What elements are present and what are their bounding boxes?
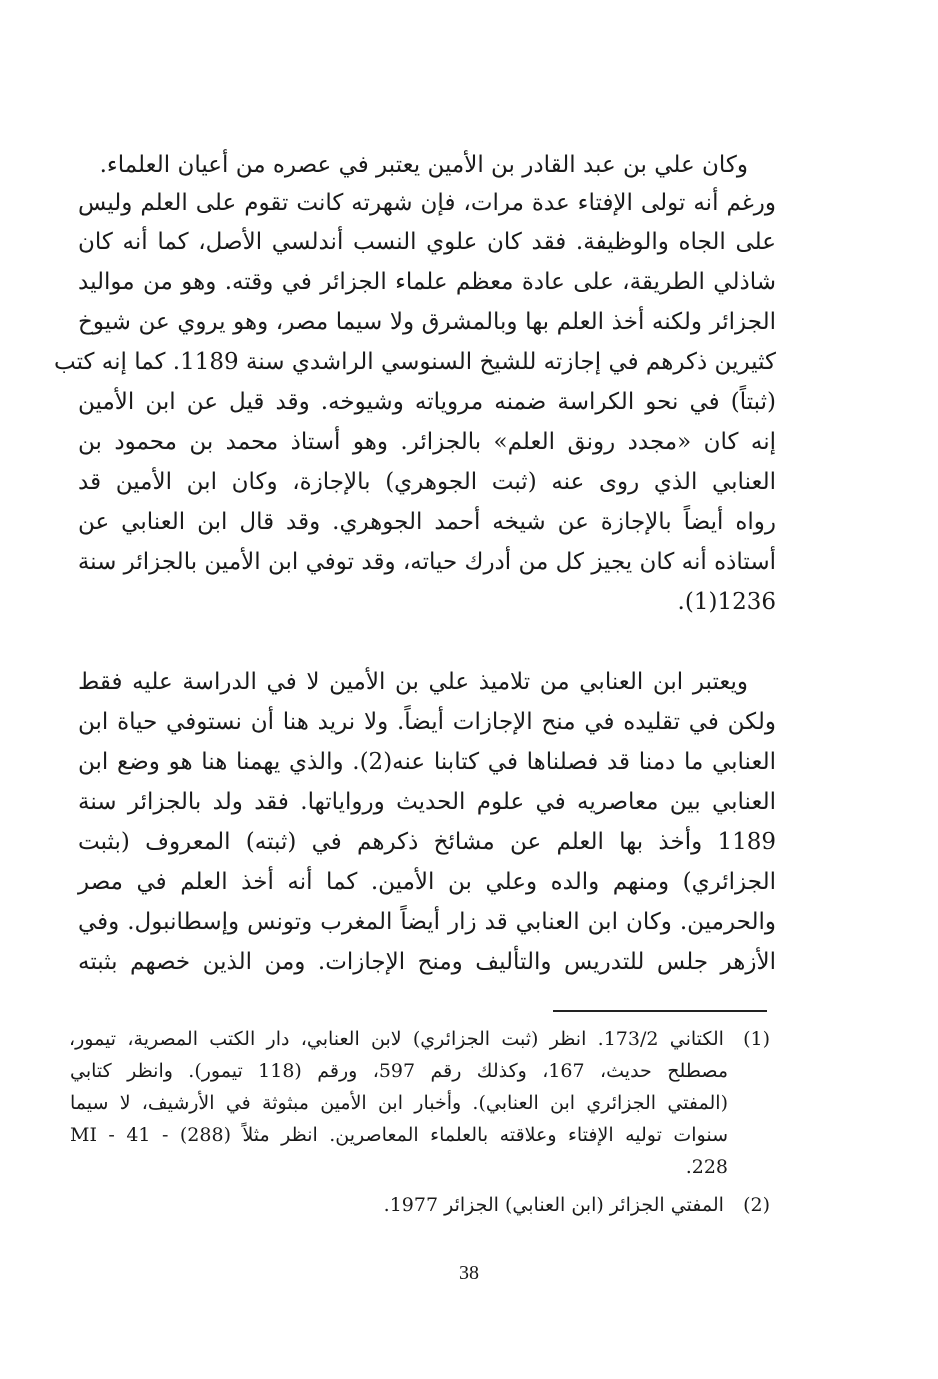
footnote-1 [70, 1024, 770, 1055]
footnote-number: (1) [743, 1028, 770, 1050]
body-line: العنابي بين معاصريه في علوم الحديث ورواياتها. فقد ولد بالجزائر سنة [78, 789, 776, 815]
body-line: أستاذه أنه كان يجيز كل من أدرك حياته، وقد توفي ابن الأمين بالجزائر سنة [77, 549, 776, 575]
body-line: الجزائري) ومنهم والده وعلي بن الأمين. كما أنه أخذ العلم في مصر [78, 869, 776, 895]
body-line: الأزهر جلس للتدريس والتأليف ومنح الإجازات. ومن الذين خصهم بثبته [78, 949, 776, 975]
body-line: شاذلي الطريقة، على عادة معظم علماء الجزائر في وقته. وهو من مواليد [78, 269, 776, 295]
body-line: الجزائر ولكنه أخذ العلم بها وبالمشرق ولا سيما مصر، وهو يروي عن شيوخ [78, 309, 776, 335]
body-line: (ثبتاً) في نحو الكراسة ضمنه مروياته وشيوخه. وقد قيل عن ابن الأمين [78, 389, 776, 415]
footnote-line: مصطلح حديث، 167، وكذلك رقم 597، ورقم (118 تيمور). وانظر كتابي [70, 1060, 728, 1082]
body-line: رواه أيضاً بالإجازة عن شيخه أحمد الجوهري. وقد قال ابن العنابي عن [78, 509, 776, 535]
footnote-number: (2) [743, 1194, 770, 1216]
body-line: وكان علي بن عبد القادر بن الأمين يعتبر في عصره من أعيان العلماء. [99, 152, 748, 178]
footnote-line: 228. [685, 1156, 728, 1178]
footnote-line: المفتي الجزائر (ابن العنابي) الجزائر 1977. [383, 1194, 724, 1216]
body-line: 1189 وأخذ بها العلم عن مشائخ ذكرهم في (ثبته) المعروف (بثبت [78, 829, 776, 855]
body-line: والحرمين. وكان ابن العنابي قد زار أيضاً المغرب وتونس وإسطانبول. وفي [78, 909, 776, 935]
body-line: العنابي الذي روى عنه (ثبت الجوهري) بالإجازة، وكان ابن الأمين قد [78, 469, 776, 495]
footnote-line: الكتاني 173/2. انظر (ثبت الجزائري) لابن العنابي، دار الكتب المصرية، تيمور، [68, 1028, 724, 1050]
body-line: ويعتبر ابن العنابي من تلاميذ علي بن الأمين لا في الدراسة عليه فقط [78, 669, 748, 695]
body-line: ورغم أنه تولى الإفتاء عدة مرات، فإن شهرته كانت تقوم على العلم وليس [78, 190, 776, 216]
body-line: 1236(1). [677, 589, 776, 615]
footnote-2 [70, 1190, 770, 1221]
body-line: على الجاه والوظيفة. فقد كان علوي النسب أندلسي الأصل، كما أنه كان [78, 229, 776, 255]
body-line: العنابي ما دمنا قد فصلناها في كتابنا عنه(2). والذي يهمنا هنا هو وضع ابن [78, 749, 776, 775]
footnote-line: سنوات توليه الإفتاء وعلاقته بالعلماء المعاصرين. انظر مثلاً (288) - 41 - MI [70, 1124, 728, 1146]
page-number: 38 [459, 1262, 479, 1284]
footnote-line: (المفتي الجزائري ابن العنابي). وأخبار ابن الأمين مبثوثة في الأرشيف، لا سيما [70, 1092, 728, 1114]
body-line: ولكن في تقليده في منح الإجازات أيضاً. ولا نريد هنا أن نستوفي حياة ابن [78, 709, 776, 735]
footnote-separator [553, 1010, 767, 1012]
body-line: كثيرين ذكرهم في إجازته للشيخ السنوسي الراشدي سنة 1189. كما إنه كتب [54, 349, 776, 375]
body-line: إنه كان «مجدد رونق العلم» بالجزائر. وهو أستاذ محمد بن محمود بن [78, 429, 776, 455]
